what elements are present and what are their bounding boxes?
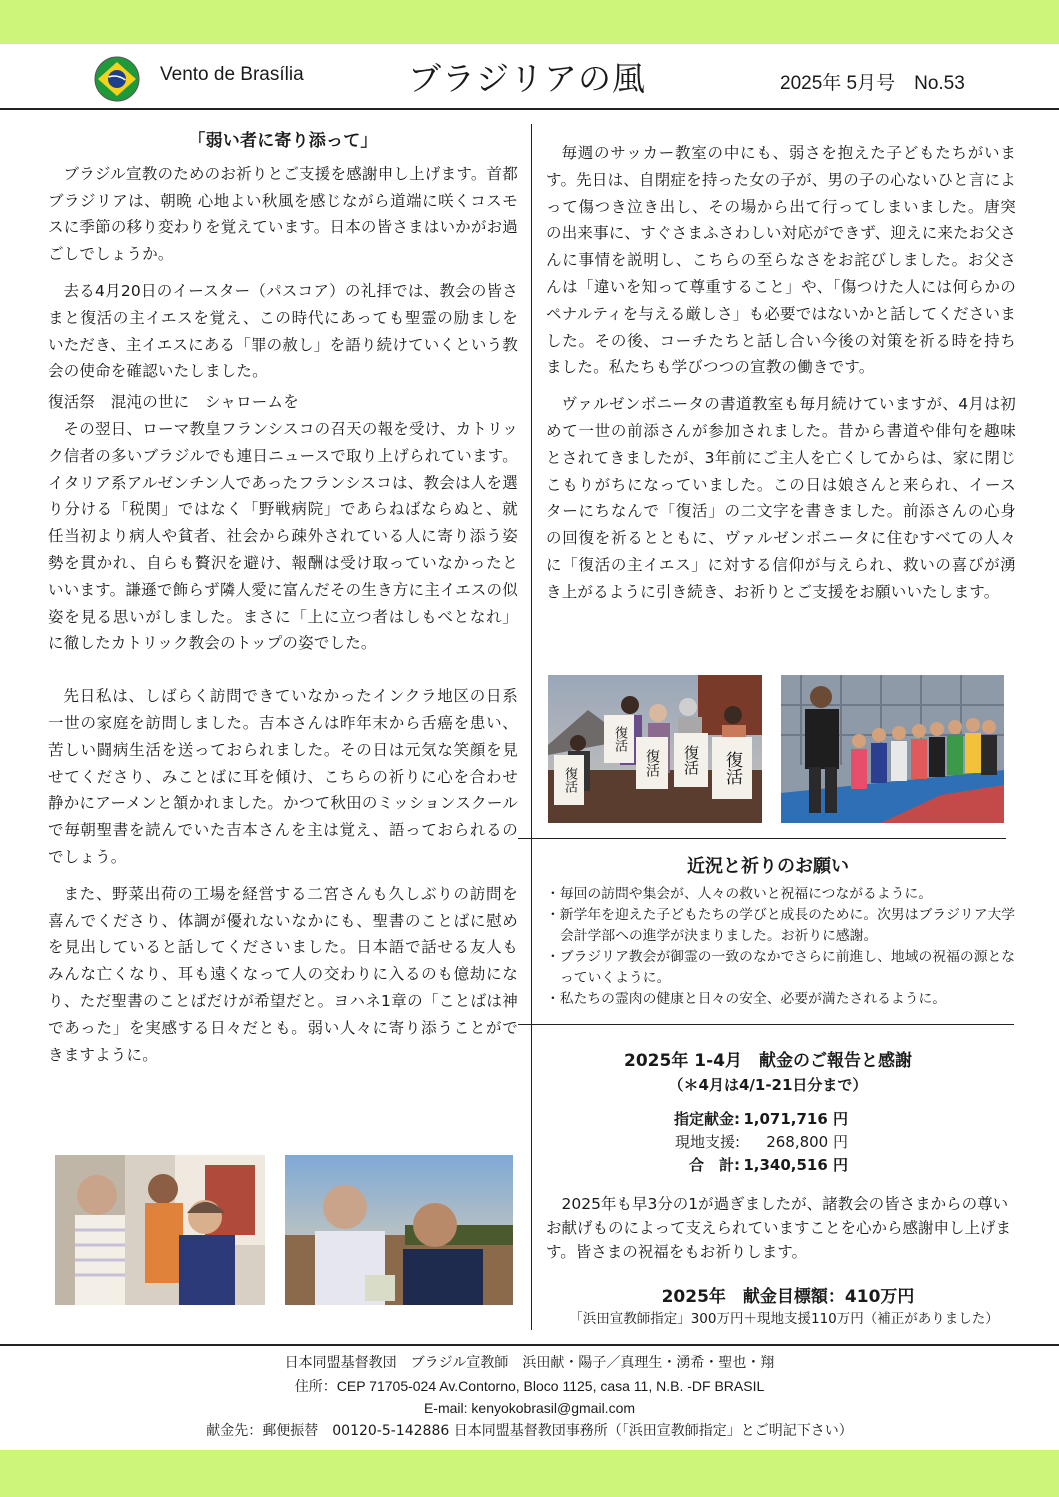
list-item: ・私たちの霊肉の健康と日々の安全、必要が満たされるように。: [546, 991, 947, 1007]
article-paragraph: ブラジル宣教のためのお祈りとご支援を感謝申し上げます。首都ブラジリアは、朝晩 心地よい秋風を感じながら道端に咲くコスモスに季節の移り変わりを覚えています。日本の皆さまはいかがお過ごしでしょうか。: [48, 164, 518, 264]
row-label: 指定献金:: [674, 1110, 740, 1128]
home-visit-photo: [55, 1155, 265, 1305]
table-row: [640, 1131, 848, 1154]
footer-donation-account: 献金先：郵便振替 00120-5-142886 日本同盟基督教団事務所（「浜田宣教師指定」とご明記下さい）: [206, 1422, 853, 1439]
calligraphy-sheet: 復活: [712, 737, 752, 799]
left-column: [48, 128, 518, 1068]
row-value: 1,340,516 円: [743, 1156, 848, 1174]
calligraphy-sheet: 復活: [674, 733, 708, 787]
bottom-band: [0, 1450, 1059, 1497]
footer-address: 住所：CEP 71705-024 Av.Contorno, Bloco 1125, casa 11, N.B. -DF BRASIL: [294, 1377, 765, 1394]
donation-table: [640, 1108, 848, 1177]
top-band: [0, 0, 1059, 44]
row-label: 現地支援:: [674, 1133, 740, 1151]
masthead: [0, 44, 1059, 108]
outdoor-visit-photo: [285, 1155, 513, 1305]
table-row: [640, 1108, 848, 1131]
article-paragraph: ヴァルゼンボニータの書道教室も毎月続けていますが、4月は初めて一世の前添さんが参加されました。昔から書道や俳句を趣味とされてきましたが、3年前にご主人を亡くしてからは、家に閉じこもりがちになっていました。この日は娘さんと来られ、イースターにちなんで「復活」の二文字を書きました。前添さんの心身の回復を祈るとともに、ヴァルゼンボニータに住むすべての人々に「復活の主イエス」に対する信仰が与えられ、救いの喜びが湧き上がるように引き続き、お祈りとご支援をお願いいたします。: [546, 395, 1016, 601]
article-paragraph: 先日私は、しばらく訪問できていなかったインクラ地区の日系一世の家庭を訪問しました。吉本さんは昨年末から舌癌を患い、苦しい闘病生活を送っておられました。その日は元気な笑顔を見せてくださり、みことばに耳を傾け、こちらの祈りに心を合わせ静かにアーメンと頷かれました。かつて秋田のミッションスクールで毎朝聖書を読んでいた吉本さんを主は覚え、語っておられるのでしょう。: [48, 687, 518, 866]
report-title: 2025年 1-4月 献金のご報告と感謝: [624, 1051, 912, 1071]
row-label: 合 計:: [689, 1156, 740, 1174]
article-paragraph: その翌日、ローマ教皇フランシスコの召天の報を受け、カトリック信者の多いブラジルでも連日ニュースで取り上げられています。イタリア系アルゼンチン人であったフランシスコは、教会は人を選り分ける「税関」ではなく「野戦病院」であらねばならぬと、就任当初より病人や貧者、社会から疎外されている人に寄り添う姿勢を貫かれ、自らも贅沢を避け、報酬は受け取っていなかったといいます。謙遜で飾らず隣人愛に富んだその生き方に主イエスの似姿を見る思いがしました。まさに「上に立つ者はしもべとなれ」に徹したカトリック教会のトップの姿でした。: [48, 419, 518, 653]
footer-email: E-mail: kenyokobrasil@gmail.com: [423, 1400, 636, 1416]
list-item: ・新学年を迎えた子どもたちの学びと成長のために。次男はブラジリア大学会計学部への進学が決まりました。お祈りに感謝。: [546, 907, 1016, 944]
footer: [0, 1352, 1059, 1442]
table-row: [640, 1154, 848, 1177]
footer-sender: 日本同盟基督教団 ブラジル宣教師 浜田献・陽子／真理生・湧希・聖也・翔: [284, 1355, 775, 1371]
report-rule: [518, 1024, 1014, 1025]
soccer-class-photo: [781, 675, 1004, 823]
row-value: 268,800 円: [766, 1133, 848, 1151]
header-rule: [0, 108, 1059, 110]
calligraphy-sheet: 復活: [604, 715, 634, 763]
column-divider: [531, 124, 532, 1330]
page-title: ブラジリアの風: [408, 59, 646, 98]
report-subtitle: （＊4月は4/1-21日分まで）: [668, 1076, 868, 1094]
article-paragraph: 去る4月20日のイースター（パスコア）の礼拝では、教会の皆さまと復活の主イエスを覚え、この時代にあっても聖霊の励ましをいただき、主イエスにある「罪の赦し」を語り続けていくという教会の使命を確認いたしました。: [48, 281, 518, 381]
prayer-rule: [518, 838, 1006, 839]
calligraphy-sheet: 復活: [636, 737, 668, 789]
article-title: 「弱い者に寄り添って」: [188, 131, 378, 151]
issue-number: 2025年 5月号 No.53: [780, 73, 965, 94]
article-paragraph: また、野菜出荷の工場を経営する二宮さんも久しぶりの訪問を喜んでくださり、体調が優れないなかにも、聖書のことばに慰めを見出していると話してくださいました。日本語で話せる友人もみんな亡くなり、耳も遠くなって人の交わりに入るのも億劫になり、ただ聖書のことばだけが希望だと。ヨハネ1章の「ことばは神であった」を実感する日々だとも。弱い人々に寄り添うことができますように。: [48, 884, 518, 1064]
report-text: 2025年も早3分の1が過ぎましたが、諸教会の皆さまからの尊いお献げものによって支えられていますことを心から感謝申し上げます。皆さまの祝福をもお祈りします。: [546, 1195, 1012, 1261]
donation-goal: 2025年 献金目標額：410万円: [661, 1287, 915, 1307]
footer-rule: [0, 1344, 1059, 1346]
calligraphy-photo: [548, 675, 762, 823]
row-value: 1,071,716 円: [743, 1110, 848, 1128]
brazil-flag-icon: [94, 56, 140, 102]
list-item: ・ブラジリア教会が御霊の一致のなかでさらに前進し、地域の祝福の源となっていくように。: [546, 949, 1016, 986]
prayer-list: [546, 884, 1016, 1010]
calligraphy-sheet: 復活: [554, 755, 584, 805]
prayer-section-title: 近況と祈りのお願い: [687, 856, 849, 877]
right-column: [546, 140, 1016, 606]
haiku: 復活祭 混沌の世に シャロームを: [48, 393, 299, 412]
list-item: ・毎回の訪問や集会が、人々の救いと祝福につながるように。: [546, 886, 933, 902]
masthead-subtitle: Vento de Brasília: [160, 64, 304, 85]
donation-goal-note: 「浜田宣教師指定」300万円＋現地支援110万円（補正がありました）: [569, 1311, 999, 1327]
article-paragraph: 毎週のサッカー教室の中にも、弱さを抱えた子どもたちがいます。先日は、自閉症を持った女の子が、男の子の心ないひと言によって傷つき泣き出し、その場から出て行ってしまいました。唐突の出来事に、すぐさまふさわしい対応ができず、迎えに来たお父さんに事情を説明し、こちらの至らなさをお詫びしました。お父さんは「違いを知って尊重すること」や、「傷つけた人には何らかのペナルティを与える厳しさ」も必要ではないかと話してくださいました。その後、コーチたちと話し合い今後の対策を祈る時を持ちました。私たちも学びつつの宣教の働きです。: [546, 144, 1016, 377]
